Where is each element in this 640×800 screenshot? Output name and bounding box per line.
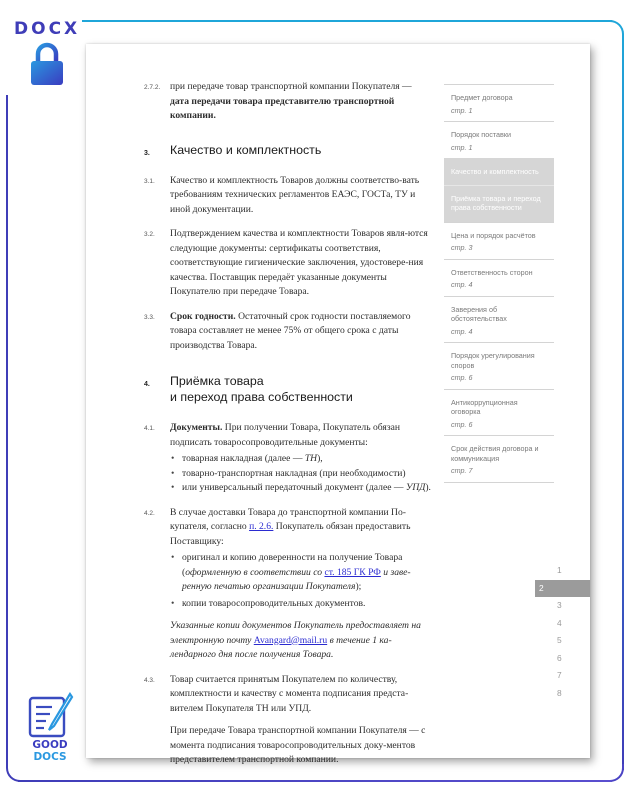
clause-text: при передаче товар транспортной компании Покупателя — — [170, 81, 412, 92]
frame-left-border — [6, 95, 22, 782]
toc-item-acceptance[interactable]: Приёмка товара и переход права собственности — [444, 185, 554, 222]
section-title-line2: и переход права собственности — [170, 390, 353, 404]
frame-top-border — [82, 20, 612, 22]
brand-title: DOCX — [14, 19, 81, 39]
toc-item-term[interactable]: Срок действия договора и коммуникация стр. 7 — [444, 435, 554, 483]
clause-number: 3.1. — [144, 177, 155, 185]
toc-item-delivery[interactable]: Порядок поставки стр. 1 — [444, 121, 554, 158]
page-number-5[interactable]: 5 — [557, 635, 562, 645]
section-title: Качество и комплектность — [170, 142, 322, 157]
page-number-2-current[interactable]: 2 — [535, 580, 590, 598]
page-number-6[interactable]: 6 — [557, 652, 562, 663]
document-page — [86, 44, 590, 765]
clause-text: Покупатель обязан предоставить Поставщику: — [170, 521, 411, 547]
clause-text: Подтверждением качества и комплектности Товаров явля-ются следующие документы: сертификаты соответствия, соответствующие гигиенические заключения, удостовере-ния качества. Поставщик передаёт указанные документы Покупателю при передаче Товара. — [170, 228, 428, 297]
clause-text: В случае доставки Товара до транспортной компании По-купателя, согласно — [170, 506, 406, 532]
bullet-list — [170, 551, 432, 611]
clause-number: 4.3. — [144, 676, 155, 684]
frame-bottom-border — [18, 780, 612, 782]
clause-3-1 — [144, 174, 432, 218]
clause-note: Указанные копии документов Покупатель предоставляет на электронную почту Avangard@mail.ru в течение 1 ка-лендарного дня после получения Товара. — [170, 620, 421, 660]
list-item: • или универсальный передаточный документ (далее — УПД). — [170, 481, 432, 496]
clause-text-bold: дата передачи товара представителю транспортной компании. — [170, 95, 395, 121]
page-number-3[interactable]: 3 — [557, 600, 562, 610]
page-number-4[interactable]: 4 — [557, 617, 562, 628]
clause-number: 4.1. — [144, 425, 155, 432]
clause-number: 3.3. — [144, 313, 155, 321]
clause-3-2 — [144, 227, 432, 300]
list-item: • товарная накладная (далее — ТН), — [170, 452, 432, 467]
clause-number: 4.2. — [144, 509, 155, 517]
toc-item-disputes[interactable]: Порядок урегулирования споров стр. 6 — [444, 342, 554, 389]
toc-item-assurances[interactable]: Заверения об обстоятельствах стр. 4 — [444, 296, 554, 343]
email-link[interactable]: Avangard@mail.ru — [253, 634, 328, 646]
toc-item-anticorruption[interactable]: Антикоррупционная оговорка стр. 6 — [444, 389, 554, 436]
lock-icon — [30, 42, 64, 86]
clause-number: 2.7.2. — [144, 84, 161, 91]
section-heading-4 — [144, 373, 432, 405]
toc-item-quality[interactable]: Качество и комплектность — [444, 158, 554, 185]
clause-text: Качество и комплектность Товаров должны соответство-вать требованиям технических регламентов ЕАЭС, ГОСТа, ТУ и иной документации. — [170, 174, 420, 215]
toc-item-price[interactable]: Цена и порядок расчётов стр. 3 — [444, 222, 554, 259]
section-title-line1: Приёмка товара — [170, 374, 264, 388]
document-body — [144, 80, 432, 778]
section-number: 3. — [144, 149, 150, 157]
clause-2-7-2 — [144, 80, 432, 124]
law-link[interactable]: ст. 185 ГК РФ — [324, 566, 381, 578]
list-item: • товарно-транспортная накладная (при необходимости) — [170, 467, 432, 482]
page-number-7[interactable]: 7 — [557, 670, 562, 680]
bullet-list — [170, 452, 432, 496]
page-number-nav — [535, 562, 590, 702]
clause-lead: Документы. — [170, 422, 223, 433]
section-heading-3 — [144, 142, 432, 158]
clause-number: 3.2. — [144, 231, 155, 238]
toc-item-liability[interactable]: Ответственность сторон стр. 4 — [444, 259, 554, 296]
clause-4-2 — [144, 506, 432, 663]
clause-text: Товар считается принятым Покупателем по количеству, комплектности и качеству с момента подписания предста-вителем Покупателя ТН или УПД. — [170, 673, 409, 714]
clause-3-3 — [144, 310, 432, 354]
clause-4-3 — [144, 673, 432, 768]
clause-link[interactable]: п. 2.6. — [249, 521, 274, 532]
page-number-1[interactable]: 1 — [557, 565, 562, 575]
clause-lead: Срок годности. — [170, 310, 236, 322]
page-number-8[interactable]: 8 — [557, 687, 562, 698]
section-number: 4. — [144, 381, 150, 388]
logo-text-good: GOOD — [32, 739, 68, 751]
clause-text: Остаточный срок годности поставляемого товара составляет не менее 75% от общего срока с даты производства Товара. — [170, 310, 411, 351]
toc-item-subject[interactable]: Предмет договора стр. 1 — [444, 84, 554, 121]
logo-text-docs: DOCS — [33, 751, 67, 762]
good-docs-logo — [26, 690, 74, 762]
clause-4-1 — [144, 421, 432, 496]
list-item: • оригинал и копию доверенности на получение Товара (оформленную в соответствии со ст. 185 ГК РФ и заве-ренную печатью организации Покупателя); — [170, 551, 432, 595]
frame-right-border — [622, 35, 624, 770]
clause-subtext: При передаче Товара транспортной компании Покупателя — с момента подписания товаросопроводительных доку-ментов представителем транспортной компании. — [170, 725, 426, 765]
list-item: • копии товаросопроводительных документов. — [170, 597, 432, 612]
clause-text: При получении Товара, Покупатель обязан подписать товаросопроводительные документы: — [170, 422, 401, 448]
table-of-contents — [444, 84, 554, 483]
